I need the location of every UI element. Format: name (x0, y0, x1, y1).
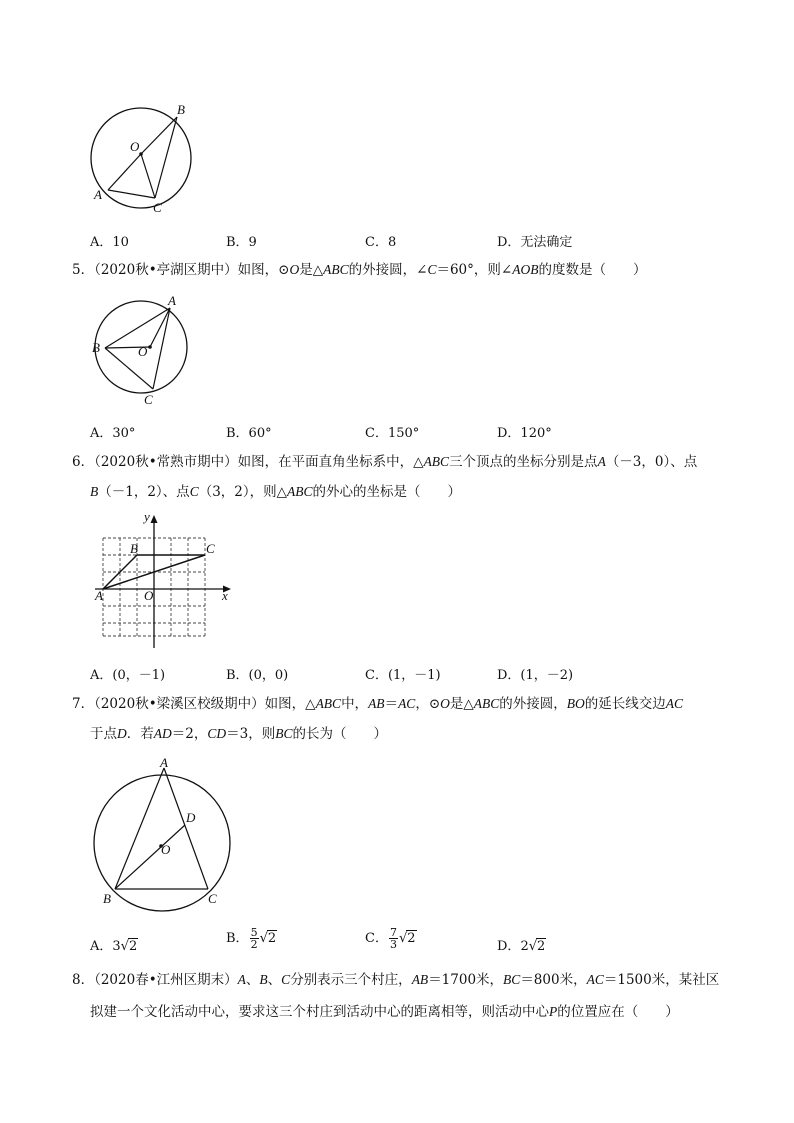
q8-text: ＝800米， (520, 972, 587, 988)
q8-text: 拟建一个文化活动中心，要求这三个村庄到活动中心的距离相等，则活动中心 (90, 1004, 549, 1020)
q6-option-d[interactable]: D．(1，－2) (497, 668, 574, 683)
q5-stem (72, 260, 732, 280)
q4-circle-diagram (80, 98, 210, 223)
q6-option-c[interactable]: C．(1，－1) (365, 668, 441, 683)
q7-text: 如图，△ (264, 696, 316, 712)
q5-text: ＝60°，则∠ (436, 262, 513, 278)
q6-option-b[interactable]: B．(0，0) (226, 668, 289, 683)
q6-coordinate-diagram (90, 508, 240, 653)
q6-y-arrow (151, 515, 158, 523)
q5-option-b[interactable]: B．60° (226, 426, 272, 441)
q4-label-B: B (177, 102, 185, 117)
q7-line-2 (90, 724, 387, 744)
q6-text: ABC (287, 484, 313, 499)
q7-text: D (117, 726, 127, 741)
q4-label-O: O (130, 139, 140, 154)
q6-label-O: O (144, 588, 154, 603)
q7-text: 的外接圆， (499, 696, 567, 712)
q7-option-d-coef: 2 (520, 939, 529, 954)
q5-option-a[interactable]: A．30° (90, 426, 136, 441)
q7-text: 于点 (90, 726, 117, 742)
q8-source: （2020春•江州区期末） (94, 972, 238, 988)
q7-option-c-denominator: 3 (389, 938, 397, 951)
q6-text: ABC (423, 454, 450, 469)
q8-text: 、 (267, 972, 282, 988)
q4-option-c[interactable]: C．8 (365, 235, 397, 250)
q4-options (90, 231, 730, 251)
q4-label-A: A (94, 187, 102, 202)
q7-segment-AC (164, 768, 208, 889)
q7-option-b-prefix: B． (226, 931, 249, 946)
q6-source: （2020秋•常熟市期中） (94, 454, 238, 470)
q6-text: 三个顶点的坐标分别是点 (449, 454, 598, 470)
q7-option-a-radicand: 2 (128, 939, 138, 954)
q7-option-c-numerator: 7 (389, 926, 397, 939)
q5-circle-diagram (88, 292, 198, 407)
q5-option-d[interactable]: D．120° (497, 426, 552, 441)
q7-option-c-fraction (389, 927, 398, 950)
q7-text: AC (665, 696, 684, 711)
q7-option-b-denominator: 2 (250, 938, 258, 951)
q8-number: 8． (72, 972, 95, 988)
radical-icon: √2 (528, 939, 546, 954)
q5-center-dot (148, 345, 152, 349)
q6-label-C: C (206, 541, 215, 556)
q7-label-O: O (161, 842, 171, 857)
q5-segment-AC (153, 308, 170, 389)
q7-text: ABC (473, 696, 500, 711)
q6-text: C (189, 484, 199, 499)
q8-text: ＝1700米， (428, 972, 504, 988)
q5-text: C (427, 262, 437, 277)
q5-option-c[interactable]: C．150° (365, 426, 420, 441)
q6-option-a[interactable]: A．(0，－1) (90, 668, 166, 683)
q7-option-c[interactable] (365, 927, 417, 950)
q6-text: B (90, 484, 99, 499)
q6-text: A (597, 454, 606, 469)
q7-line-1 (72, 694, 683, 714)
q5-label-C: C (144, 392, 153, 407)
q7-text: CD (207, 726, 227, 741)
q5-label-A: A (168, 293, 176, 308)
q8-text: 、 (245, 972, 260, 988)
q7-option-d-prefix: D． (497, 939, 521, 954)
q7-text: 的长为（ ） (292, 726, 387, 742)
q5-label-B: B (92, 340, 100, 355)
q7-option-b-radicand: 2 (267, 931, 277, 946)
q6-label-x: x (222, 588, 228, 603)
q5-text: AOB (512, 262, 539, 277)
q8-text: BC (503, 972, 521, 987)
q5-text: 如图，⊙ (237, 262, 290, 278)
q7-option-d-radicand: 2 (537, 939, 546, 954)
q7-label-B: B (103, 891, 111, 906)
q6-line-1 (72, 452, 697, 472)
q7-figure (88, 755, 248, 910)
q7-text: ．若 (126, 726, 154, 742)
q7-option-b[interactable] (226, 927, 277, 950)
q7-text: AC (398, 696, 416, 711)
q8-line-2 (90, 1002, 679, 1022)
q5-number: 5． (72, 262, 95, 278)
q7-option-b-numerator: 5 (250, 926, 258, 939)
q6-options (90, 664, 730, 684)
q7-source: （2020秋•梁溪区校级期中） (94, 696, 265, 712)
q7-circle-diagram (88, 755, 248, 910)
q7-option-c-radicand: 2 (407, 931, 416, 946)
q5-text: ABC (323, 262, 349, 277)
q6-label-A: A (95, 588, 103, 603)
q7-label-C: C (208, 891, 217, 906)
q7-option-c-prefix: C． (365, 931, 388, 946)
q4-circle (91, 108, 191, 208)
q7-stem (72, 694, 732, 742)
q7-option-b-fraction (250, 927, 259, 950)
q6-text: （－3，0）、点 (605, 454, 698, 470)
q8-text: C (281, 972, 291, 987)
q7-text: ABC (315, 696, 342, 711)
q7-label-D: D (186, 810, 196, 825)
q7-text: ＝3，则 (226, 726, 276, 742)
q6-number: 6． (72, 454, 95, 470)
q4-option-a[interactable]: A．10 (90, 235, 129, 250)
q8-text: AC (586, 972, 604, 987)
q7-text: ＝2， (171, 726, 208, 742)
q4-option-b[interactable]: B．9 (226, 235, 257, 250)
q5-source: （2020秋•亭湖区期中） (94, 262, 238, 278)
q4-center-dot (139, 152, 143, 156)
q6-text: （－1，2）、点 (98, 484, 190, 500)
q7-option-a[interactable] (90, 935, 138, 954)
q5-text: O (289, 262, 300, 277)
q6-line-2 (90, 482, 461, 502)
q7-segment-BD (115, 825, 185, 889)
q4-label-C: C (153, 200, 162, 215)
radical-icon: √2 (120, 939, 138, 954)
q7-segment-AB (115, 768, 164, 889)
q8-text: P (549, 1004, 558, 1019)
q4-option-d[interactable]: D．无法确定 (497, 235, 573, 250)
q6-figure (90, 508, 240, 653)
q6-text: 的外心的坐标是（ ） (312, 484, 462, 500)
q7-option-a-coef: 3 (112, 939, 121, 954)
q7-text: ＝ (384, 696, 399, 712)
q5-text: 是△ (299, 262, 324, 278)
q8-text: 的位置应在（ ） (557, 1004, 679, 1020)
q7-text: 的延长线交边 (584, 696, 666, 712)
q6-text: 如图，在平面直角坐标系中，△ (237, 454, 424, 470)
q8-text: A (237, 972, 246, 987)
q4-segment-AC (108, 190, 155, 198)
q7-text: 是△ (449, 696, 474, 712)
q8-text: B (259, 972, 268, 987)
q7-label-A: A (160, 755, 168, 770)
q6-stem (72, 452, 732, 500)
q7-text: AB (368, 696, 385, 711)
q7-options (90, 926, 730, 958)
q7-option-d[interactable] (497, 935, 546, 954)
q7-text: 中， (341, 696, 369, 712)
q4-segment-OA (108, 154, 141, 190)
q7-text: O (440, 696, 450, 711)
q5-text: 的外接圆，∠ (348, 262, 428, 278)
q4-segment-OC (141, 154, 155, 198)
q8-line-1 (72, 970, 719, 990)
q7-text: BO (566, 696, 585, 711)
q8-text: 分别表示三个村庄， (290, 972, 412, 988)
q8-stem (72, 970, 732, 1020)
q4-figure (80, 98, 210, 223)
q7-number: 7． (72, 696, 95, 712)
q5-figure (88, 292, 198, 407)
q8-text: ＝1500米，某社区 (603, 972, 720, 988)
radical-icon: √2 (398, 931, 416, 946)
q5-options (90, 422, 730, 442)
radical-icon: √2 (259, 931, 277, 946)
q7-text: ，⊙ (415, 696, 441, 712)
q7-text: BC (275, 726, 293, 741)
q6-label-B: B (130, 541, 138, 556)
q8-text: AB (411, 972, 429, 987)
q6-text: （3，2），则△ (198, 484, 288, 500)
q6-label-y: y (144, 509, 150, 524)
q5-label-O: O (138, 344, 148, 359)
q7-option-a-prefix: A． (90, 939, 113, 954)
q7-text: AD (153, 726, 172, 741)
q5-text: 的度数是（ ） (538, 262, 647, 278)
